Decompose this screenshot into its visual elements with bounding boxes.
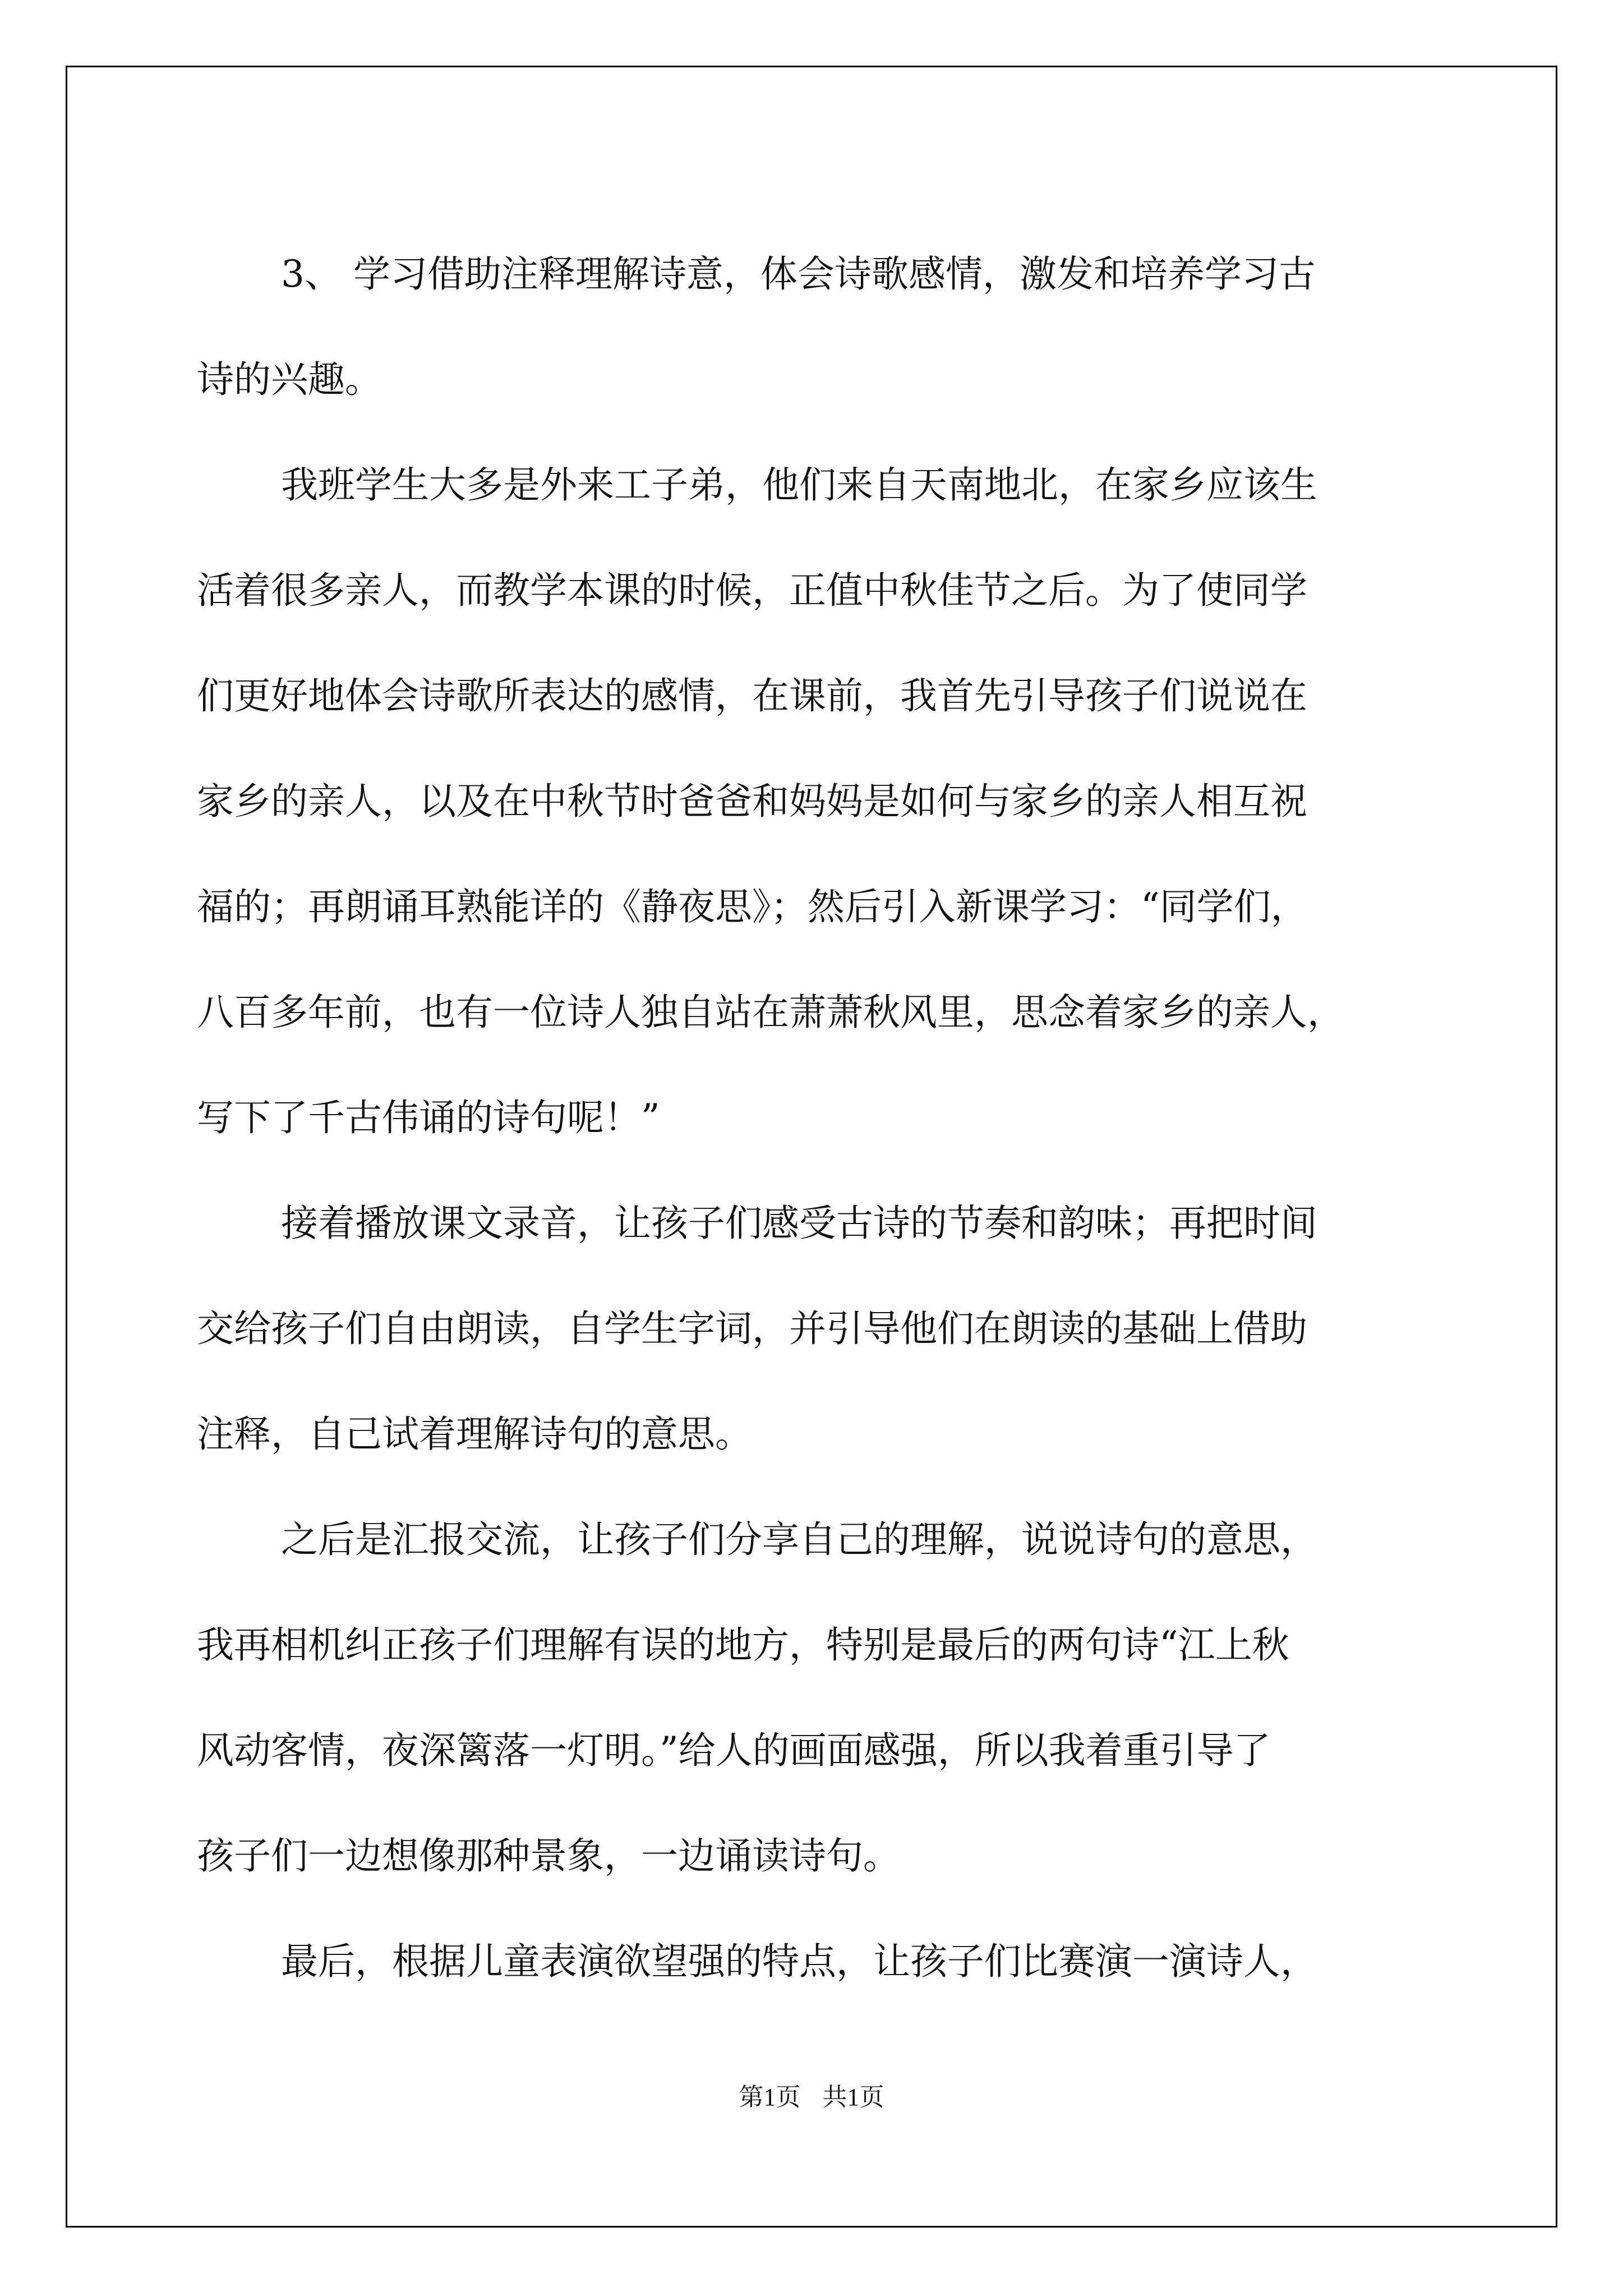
text-line: 最后，根据儿童表演欲望强的特点，让孩子们比赛演一演诗人， bbox=[281, 1940, 1317, 1983]
paragraph-5 bbox=[197, 1909, 1447, 2014]
page-number: 第1页 bbox=[739, 2083, 801, 2111]
text-line: 诗的兴趣。 bbox=[197, 358, 382, 401]
text-line: 八百多年前，也有一位诗人独自站在萧萧秋风里，思念着家乡的亲人， bbox=[197, 991, 1344, 1034]
text-line: 我再相机纠正孩子们理解有误的地方，特别是最后的两句诗“江上秋 bbox=[197, 1623, 1289, 1667]
paragraph-2 bbox=[197, 432, 1447, 1171]
text-line: 孩子们一边想像那种景象，一边诵读诗句。 bbox=[197, 1834, 900, 1878]
text-line: 交给孩子们自由朗读，自学生字词，并引导他们在朗读的基础上借助 bbox=[197, 1307, 1307, 1350]
text-line: 家乡的亲人，以及在中秋节时爸爸和妈妈是如何与家乡的亲人相互祝 bbox=[197, 780, 1307, 823]
text-line: 接着播放课文录音，让孩子们感受古诗的节奏和韵味；再把时间 bbox=[281, 1202, 1317, 1245]
paragraph-3 bbox=[197, 1171, 1447, 1487]
text-line: 我班学生大多是外来工子弟，他们来自天南地北，在家乡应该生 bbox=[281, 463, 1317, 507]
text-line: 们更好地体会诗歌所表达的感情，在课前，我首先引导孩子们说说在 bbox=[197, 674, 1307, 717]
text-line: 福的；再朗诵耳熟能详的《静夜思》；然后引入新课学习：“同学们， bbox=[197, 885, 1308, 928]
text-line: 风动客情，夜深篱落一灯明。”给人的画面感强，所以我着重引导了 bbox=[197, 1729, 1271, 1772]
text-line: 之后是汇报交流，让孩子们分享自己的理解，说说诗句的意思， bbox=[281, 1518, 1317, 1561]
text-line: 活着很多亲人，而教学本课的时候，正值中秋佳节之后。为了使同学 bbox=[197, 569, 1307, 612]
document-body bbox=[197, 222, 1447, 2014]
text-line: 注释，自己试着理解诗句的意思。 bbox=[197, 1412, 752, 1456]
text-line: 3、 学习借助注释理解诗意，体会诗歌感情，激发和培养学习古 bbox=[281, 252, 1316, 296]
page-total: 共1页 bbox=[822, 2083, 884, 2111]
paragraph-1 bbox=[197, 222, 1447, 432]
page-footer bbox=[0, 2077, 1623, 2113]
paragraph-4 bbox=[197, 1487, 1447, 1909]
text-line: 写下了千古伟诵的诗句呢！” bbox=[197, 1096, 660, 1139]
